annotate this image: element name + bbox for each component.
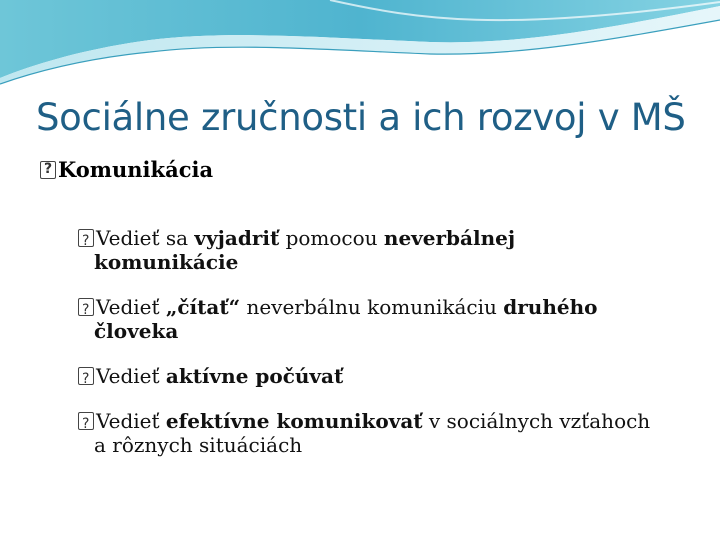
header-wave-decoration — [0, 0, 720, 90]
item-emphasis: „čítať“ — [165, 295, 241, 319]
item-text: Vedieť sa — [96, 226, 195, 250]
item-text: Vedieť — [96, 295, 166, 319]
list-item — [78, 364, 688, 388]
broken-glyph-icon — [78, 229, 94, 247]
list-item — [78, 409, 688, 457]
item-text: v sociálnych vzťahoch — [422, 409, 651, 433]
item-text: a rôznych situáciách — [94, 433, 303, 457]
heading-bullet — [40, 157, 213, 182]
item-text: Vedieť — [96, 409, 166, 433]
item-emphasis: druhého — [503, 295, 598, 319]
slide-title: Sociálne zručnosti a ich rozvoj v MŠ — [36, 96, 686, 139]
heading-text: Komunikácia — [58, 157, 214, 182]
list-item — [78, 295, 688, 343]
item-emphasis: vyjadriť — [194, 226, 280, 250]
item-emphasis: komunikácie — [94, 250, 239, 274]
broken-glyph-icon — [40, 161, 56, 179]
broken-glyph-icon — [78, 412, 94, 430]
list-item — [78, 226, 688, 274]
broken-glyph-icon — [78, 367, 94, 385]
item-emphasis: človeka — [94, 319, 179, 343]
item-emphasis: efektívne komunikovať — [165, 409, 423, 433]
item-emphasis: neverbálnej — [383, 226, 516, 250]
item-text: neverbálnu komunikáciu — [240, 295, 504, 319]
item-emphasis: aktívne počúvať — [165, 364, 344, 388]
item-text: pomocou — [279, 226, 384, 250]
broken-glyph-icon — [78, 298, 94, 316]
item-text: Vedieť — [96, 364, 166, 388]
